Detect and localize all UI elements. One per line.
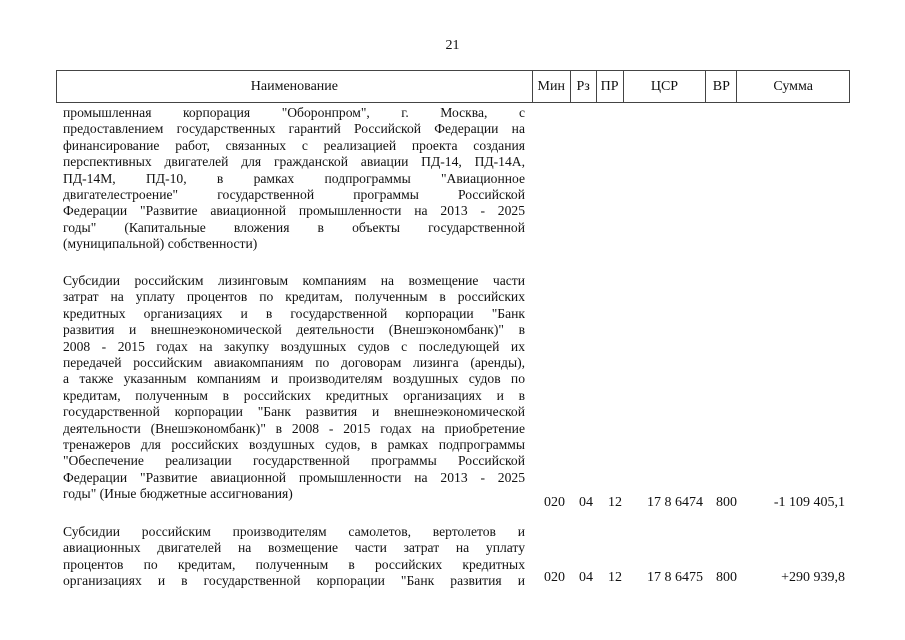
header-rz: Рз [570, 71, 596, 102]
row-3-line: Субсидии российским производителям самолетов, вертолетов и [63, 524, 525, 539]
row-2-line: Федерации "Развитие авиационной промышленности на 2013 - 2025 [63, 469, 525, 485]
row-3-csr: 17 8 6475 [647, 570, 703, 585]
row-2-line: передачей российским авиакомпаниям по договорам лизинга (аренды), [63, 355, 525, 371]
row-3-pr: 12 [608, 570, 622, 585]
row-3-min: 020 [544, 570, 565, 585]
row-1-line: (муниципальной) собственности) [63, 236, 258, 252]
row-2-line: а также указанным компаниям и производителям воздушных судов по [63, 371, 525, 387]
row-1-line: предоставлением государственных гарантий Российской Федерации на [63, 121, 525, 137]
row-2-min: 020 [544, 495, 565, 510]
page-number: 21 [445, 38, 460, 53]
row-2-pr: 12 [608, 495, 622, 510]
table-row-3-name [63, 524, 525, 590]
row-2-line: Субсидии российским лизинговым компаниям на возмещение части [63, 273, 525, 288]
row-2-line: годы" (Иные бюджетные ассигнования) [63, 486, 293, 502]
header-vr: ВР [705, 71, 736, 102]
row-1-line: Федерации "Развитие авиационной промышленности на 2013 - 2025 [63, 203, 525, 219]
row-3-vr: 800 [716, 570, 737, 585]
row-1-line: двигателестроение" государственной программы Российской [63, 187, 525, 203]
row-2-vr: 800 [716, 495, 737, 510]
table-row-2-name [63, 273, 525, 503]
row-2-sum: -1 109 405,1 [773, 495, 845, 510]
row-2-rz: 04 [579, 495, 593, 510]
row-3-line: организациях и в государственной корпорации "Банк развития и [63, 573, 525, 589]
row-1-line: ПД-14М, ПД-10, в рамках подпрограммы "Авиационное [63, 170, 525, 186]
header-csr: ЦСР [623, 71, 706, 102]
row-3-line: авиационных двигателей на возмещение части затрат на уплату [63, 540, 525, 556]
row-2-line: развития и внешнеэкономической деятельности (Внешэкономбанк)" в [63, 322, 525, 338]
row-2-line: тренажеров для российских воздушных судов, в рамках подпрограммы [63, 437, 525, 453]
table-row-1-name [63, 105, 525, 253]
header-pr: ПР [596, 71, 623, 102]
row-3-line: процентов по кредитам, полученным в российских кредитных [63, 556, 525, 572]
row-2-line: затрат на уплату процентов по кредитам, полученным в российских [63, 289, 525, 305]
table-header [56, 70, 850, 103]
row-2-line: кредитных организациях и в государственной корпорации "Банк [63, 305, 525, 321]
row-3-rz: 04 [579, 570, 593, 585]
row-1-line: промышленная корпорация "Оборонпром", г. Москва, с [63, 105, 525, 120]
row-3-sum: +290 939,8 [781, 570, 845, 585]
row-2-line: государственной корпорации "Банк развития и внешнеэкономической [63, 404, 525, 420]
header-sum: Сумма [736, 71, 849, 102]
row-2-line: 2008 - 2015 годах на закупку воздушных судов с последующей их [63, 338, 525, 354]
row-2-line: кредитам, полученным в российских кредитных организациях и в [63, 387, 525, 403]
row-2-line: деятельности (Внешэкономбанк)" в 2008 - 2015 годах на приобретение [63, 420, 525, 436]
row-2-csr: 17 8 6474 [647, 495, 703, 510]
row-1-line: финансирование работ, связанных с реализацией проекта создания [63, 137, 525, 153]
row-1-line: перспективных двигателей для гражданской авиации ПД-14, ПД-14А, [63, 154, 525, 170]
header-min: Мин [532, 71, 570, 102]
row-1-line: годы" (Капитальные вложения в объекты государственной [63, 219, 525, 235]
row-2-line: "Обеспечение реализации государственной программы Российской [63, 453, 525, 469]
header-name: Наименование [250, 78, 339, 94]
